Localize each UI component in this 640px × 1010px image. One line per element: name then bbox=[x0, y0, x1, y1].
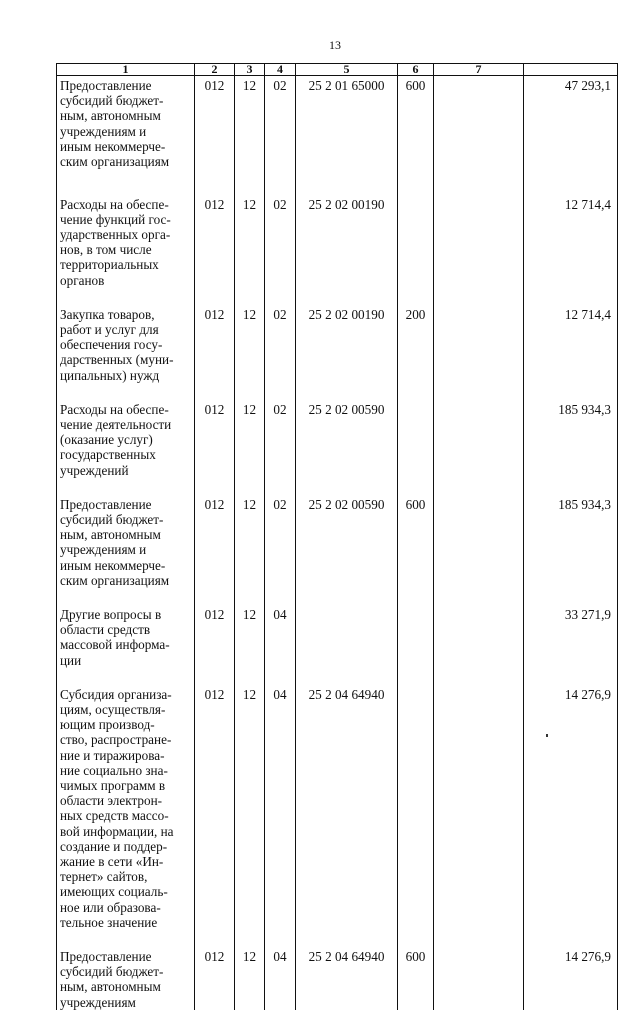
table-cell bbox=[296, 288, 398, 383]
row-col7 bbox=[434, 668, 523, 687]
row-target-code: 25 2 02 00190 bbox=[308, 196, 385, 212]
row-amount: 185 934,3 bbox=[558, 496, 611, 512]
table-cell bbox=[296, 383, 398, 478]
row-expense-type bbox=[398, 178, 433, 197]
table-cell bbox=[235, 383, 265, 478]
row-expense-type: 600 bbox=[405, 949, 426, 965]
row-target-code: 25 2 04 64940 bbox=[308, 686, 385, 702]
table-cell bbox=[398, 76, 434, 178]
row-section: 12 bbox=[242, 306, 257, 322]
row-code: 012 bbox=[204, 78, 225, 93]
column-header bbox=[524, 64, 618, 76]
table-cell bbox=[434, 76, 524, 178]
row-code: 012 bbox=[204, 606, 225, 622]
row-name: Предоставление субсидий бюджет- ным, автономным учреждениям bbox=[60, 949, 164, 1010]
column-header: 4 bbox=[265, 64, 296, 76]
row-col7 bbox=[434, 76, 523, 78]
row-name: Другие вопросы в области средств массовой информа- ции bbox=[60, 606, 170, 668]
table-cell bbox=[57, 178, 195, 288]
table-cell bbox=[398, 588, 434, 668]
table-cell bbox=[524, 930, 618, 1010]
table-cell bbox=[195, 288, 235, 383]
table-row bbox=[57, 288, 618, 383]
row-subsection: 02 bbox=[273, 196, 287, 212]
row-section: 12 bbox=[242, 78, 257, 93]
table-cell bbox=[195, 178, 235, 288]
row-target-code bbox=[296, 588, 397, 607]
scan-speck bbox=[546, 734, 548, 737]
row-code: 012 bbox=[204, 306, 225, 322]
row-amount: 47 293,1 bbox=[564, 78, 611, 93]
table-cell bbox=[265, 178, 296, 288]
row-col7 bbox=[434, 588, 523, 607]
column-header: 6 bbox=[398, 64, 434, 76]
table-cell bbox=[398, 478, 434, 588]
row-name: Расходы на обеспе- чение деятельности (оказание услуг) государственных учреждений bbox=[60, 401, 172, 478]
table-cell bbox=[235, 668, 265, 930]
table-cell bbox=[524, 178, 618, 288]
row-target-code: 25 2 02 00590 bbox=[308, 401, 385, 417]
table-cell bbox=[296, 930, 398, 1010]
row-expense-type: 600 bbox=[405, 496, 426, 512]
table-row bbox=[57, 668, 618, 930]
row-section: 12 bbox=[242, 401, 257, 417]
row-target-code: 25 2 02 00590 bbox=[308, 496, 385, 512]
row-amount: 14 276,9 bbox=[564, 686, 611, 702]
row-subsection: 04 bbox=[273, 949, 287, 965]
table-cell bbox=[434, 588, 524, 668]
table-cell bbox=[57, 76, 195, 178]
row-amount: 14 276,9 bbox=[564, 949, 611, 965]
table-cell bbox=[434, 478, 524, 588]
table-cell bbox=[57, 478, 195, 588]
table-cell bbox=[235, 930, 265, 1010]
table-cell bbox=[265, 930, 296, 1010]
table-cell bbox=[235, 76, 265, 178]
row-subsection: 02 bbox=[273, 306, 287, 322]
row-target-code: 25 2 01 65000 bbox=[308, 78, 385, 93]
row-amount: 185 934,3 bbox=[558, 401, 611, 417]
table-cell bbox=[434, 930, 524, 1010]
table-cell bbox=[265, 288, 296, 383]
row-expense-type bbox=[398, 588, 433, 607]
table-cell bbox=[235, 478, 265, 588]
table-cell bbox=[265, 668, 296, 930]
row-col7 bbox=[434, 288, 523, 307]
table-cell bbox=[434, 668, 524, 930]
table-cell bbox=[524, 668, 618, 930]
row-section: 12 bbox=[242, 196, 257, 212]
row-subsection: 04 bbox=[273, 606, 287, 622]
table-cell bbox=[296, 668, 398, 930]
table-cell bbox=[398, 178, 434, 288]
table-cell bbox=[296, 588, 398, 668]
table-cell bbox=[434, 178, 524, 288]
table-cell bbox=[57, 288, 195, 383]
row-col7 bbox=[434, 178, 523, 197]
row-target-code: 25 2 02 00190 bbox=[308, 306, 385, 322]
table-cell bbox=[265, 76, 296, 178]
row-amount: 33 271,9 bbox=[564, 606, 611, 622]
row-amount: 12 714,4 bbox=[564, 306, 611, 322]
table-cell bbox=[296, 178, 398, 288]
row-name: Закупка товаров, работ и услуг для обеспечения госу- дарственных (муни- ципальных) нужд bbox=[60, 306, 174, 383]
table-cell bbox=[524, 76, 618, 178]
budget-table bbox=[56, 63, 618, 1010]
table-cell bbox=[296, 478, 398, 588]
row-subsection: 02 bbox=[273, 78, 287, 93]
row-section: 12 bbox=[242, 686, 257, 702]
table-cell bbox=[524, 588, 618, 668]
row-code: 012 bbox=[204, 949, 225, 965]
row-expense-type: 200 bbox=[405, 306, 426, 322]
table-cell bbox=[195, 76, 235, 178]
table-row bbox=[57, 383, 618, 478]
row-col7 bbox=[434, 383, 523, 402]
column-header: 7 bbox=[434, 64, 524, 76]
row-expense-type bbox=[398, 668, 433, 687]
table-cell bbox=[398, 383, 434, 478]
table-cell bbox=[398, 668, 434, 930]
row-subsection: 04 bbox=[273, 686, 287, 702]
row-name: Предоставление субсидий бюджет- ным, автономным учреждениям и иным некоммерче- ским организациям bbox=[60, 496, 170, 588]
table-cell bbox=[296, 76, 398, 178]
row-col7 bbox=[434, 478, 523, 497]
row-expense-type: 600 bbox=[405, 78, 426, 93]
table-row bbox=[57, 588, 618, 668]
table-cell bbox=[235, 588, 265, 668]
table-cell bbox=[524, 288, 618, 383]
table-cell bbox=[524, 478, 618, 588]
table-cell bbox=[265, 588, 296, 668]
table-cell bbox=[524, 383, 618, 478]
row-name: Предоставление субсидий бюджет- ным, автономным учреждениям и иным некоммерче- ским организациям bbox=[60, 78, 170, 170]
row-name: Расходы на обеспе- чение функций гос- ударственных орга- нов, в том числе территориальных органов bbox=[60, 196, 171, 288]
column-header: 3 bbox=[235, 64, 265, 76]
column-header: 5 bbox=[296, 64, 398, 76]
table-cell bbox=[195, 668, 235, 930]
row-code: 012 bbox=[204, 686, 225, 702]
header-row bbox=[57, 64, 618, 76]
row-expense-type bbox=[398, 383, 433, 402]
table-cell bbox=[265, 478, 296, 588]
table-cell bbox=[235, 288, 265, 383]
table-cell bbox=[398, 288, 434, 383]
table-row bbox=[57, 930, 618, 1010]
table-cell bbox=[57, 668, 195, 930]
row-code: 012 bbox=[204, 496, 225, 512]
table-row bbox=[57, 478, 618, 588]
row-section: 12 bbox=[242, 606, 257, 622]
table-cell bbox=[195, 383, 235, 478]
table-cell bbox=[265, 383, 296, 478]
row-col7 bbox=[434, 930, 523, 949]
table-row bbox=[57, 76, 618, 178]
row-subsection: 02 bbox=[273, 401, 287, 417]
page-number: 13 bbox=[329, 38, 341, 52]
row-code: 012 bbox=[204, 401, 225, 417]
table-cell bbox=[57, 588, 195, 668]
row-amount: 12 714,4 bbox=[564, 196, 611, 212]
column-header: 1 bbox=[57, 64, 195, 76]
row-name: Субсидия организа- циям, осуществля- ющим производ- ство, распростране- ние и тиражирова- ние социально зна- чимых программ в области электрон- ных средств массо- вой информации, на создание и поддер- жание в сети «Ин- тернет» сайтов, имеющих социаль- ное или образова- тельное значение bbox=[60, 686, 174, 930]
table-cell bbox=[195, 588, 235, 668]
table-cell bbox=[57, 930, 195, 1010]
row-target-code: 25 2 04 64940 bbox=[308, 949, 385, 965]
table-cell bbox=[434, 288, 524, 383]
table-cell bbox=[434, 383, 524, 478]
table-cell bbox=[57, 383, 195, 478]
row-section: 12 bbox=[242, 496, 257, 512]
row-code: 012 bbox=[204, 196, 225, 212]
table-row bbox=[57, 178, 618, 288]
table-cell bbox=[195, 478, 235, 588]
table-cell bbox=[195, 930, 235, 1010]
table-cell bbox=[235, 178, 265, 288]
column-header: 2 bbox=[195, 64, 235, 76]
row-section: 12 bbox=[242, 949, 257, 965]
row-subsection: 02 bbox=[273, 496, 287, 512]
table-cell bbox=[398, 930, 434, 1010]
